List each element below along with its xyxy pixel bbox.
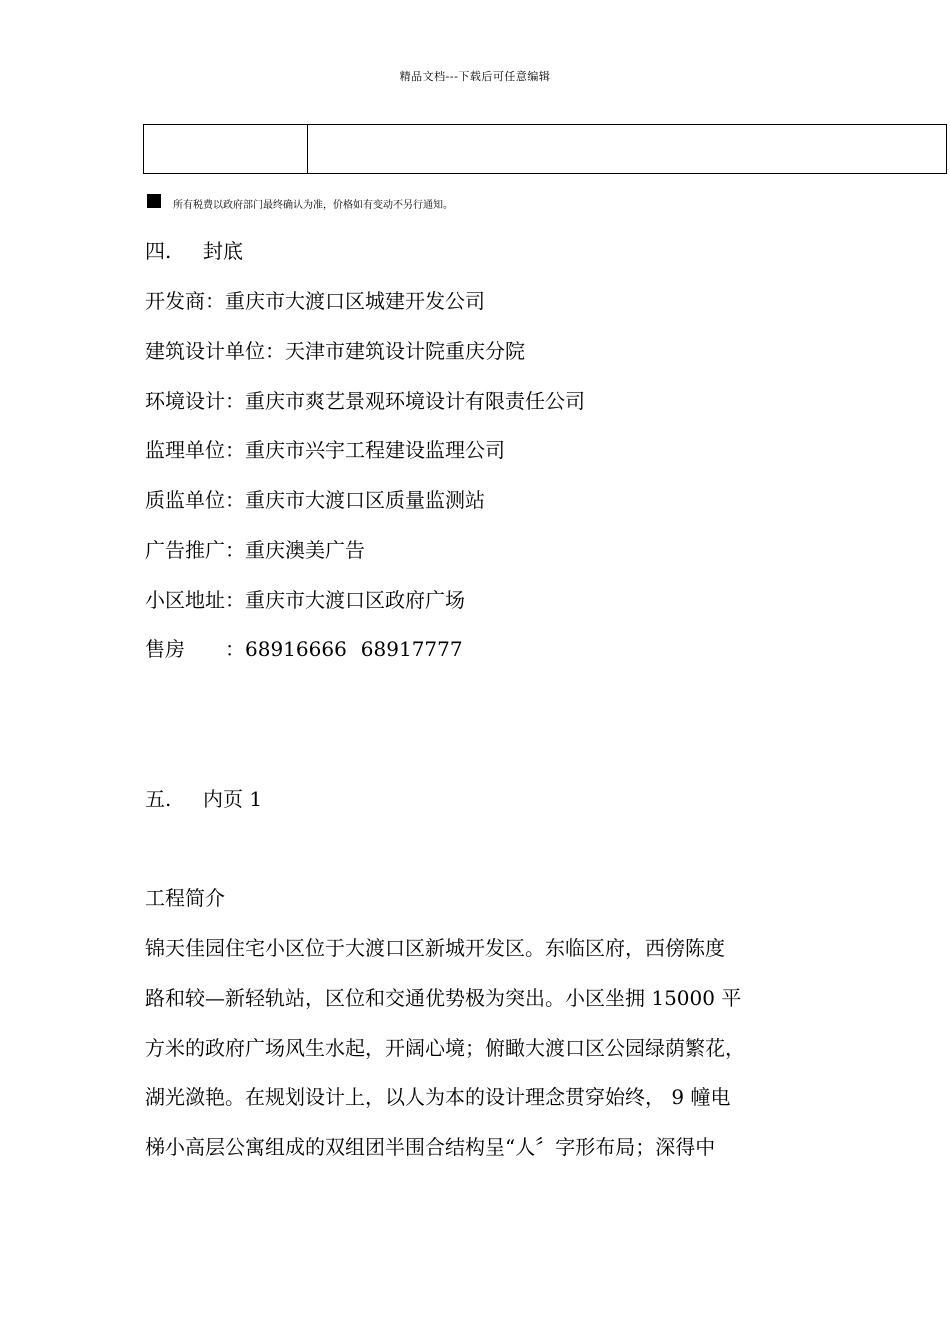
supervision-line: 监理单位：重庆市兴宇工程建设监理公司 — [145, 438, 505, 462]
section5-heading — [145, 786, 262, 812]
square-bullet-icon — [147, 194, 161, 208]
quality-line: 质监单位：重庆市大渡口区质量监测站 — [145, 488, 485, 512]
sales-colon: ： — [225, 637, 245, 661]
project-intro-title: 工程简介 — [145, 886, 225, 910]
sales-label: 售房 — [145, 637, 185, 661]
section4-number: 四. — [145, 239, 172, 263]
disclaimer-text: 所有税费以政府部门最终确认为准，价格如有变动不另行通知。 — [173, 200, 453, 211]
intro-line-3: 方米的政府广场风生水起，开阔心境；俯瞰大渡口区公园绿荫繁花， — [145, 1036, 745, 1060]
section5-title: 内页 1 — [203, 787, 263, 811]
section5-number: 五. — [145, 787, 172, 811]
table-cell-left — [144, 125, 308, 173]
section4-title: 封底 — [203, 239, 243, 263]
table-cell-right — [308, 125, 946, 173]
intro-line-1: 锦天佳园住宅小区位于大渡口区新城开发区。东临区府，西傍陈度 — [145, 936, 725, 960]
intro-line-2: 路和较—新轻轨站，区位和交通优势极为突出。小区坐拥 15000 平 — [145, 986, 742, 1010]
intro-line-5: 梯小高层公寓组成的双组团半围合结构呈“人〞字形布局；深得中 — [145, 1135, 716, 1159]
disclaimer — [147, 196, 453, 211]
address-line: 小区地址：重庆市大渡口区政府广场 — [145, 588, 465, 612]
advertising-line: 广告推广：重庆澳美广告 — [145, 538, 365, 562]
sales-phone-1: 68916666 — [245, 637, 347, 661]
developer-line: 开发商：重庆市大渡口区城建开发公司 — [145, 289, 485, 313]
architect-line: 建筑设计单位：天津市建筑设计院重庆分院 — [145, 339, 525, 363]
header-note: 精品文档---下载后可任意编辑 — [399, 70, 551, 83]
landscape-line: 环境设计：重庆市爽艺景观环境设计有限责任公司 — [145, 389, 585, 413]
sales-phone-2: 68917777 — [360, 637, 463, 661]
section4-heading — [145, 238, 243, 264]
price-table — [143, 124, 947, 174]
sales-line — [145, 636, 463, 662]
intro-line-4: 湖光潋艳。在规划设计上，以人为本的设计理念贯穿始终， 9 幢电 — [145, 1085, 731, 1109]
